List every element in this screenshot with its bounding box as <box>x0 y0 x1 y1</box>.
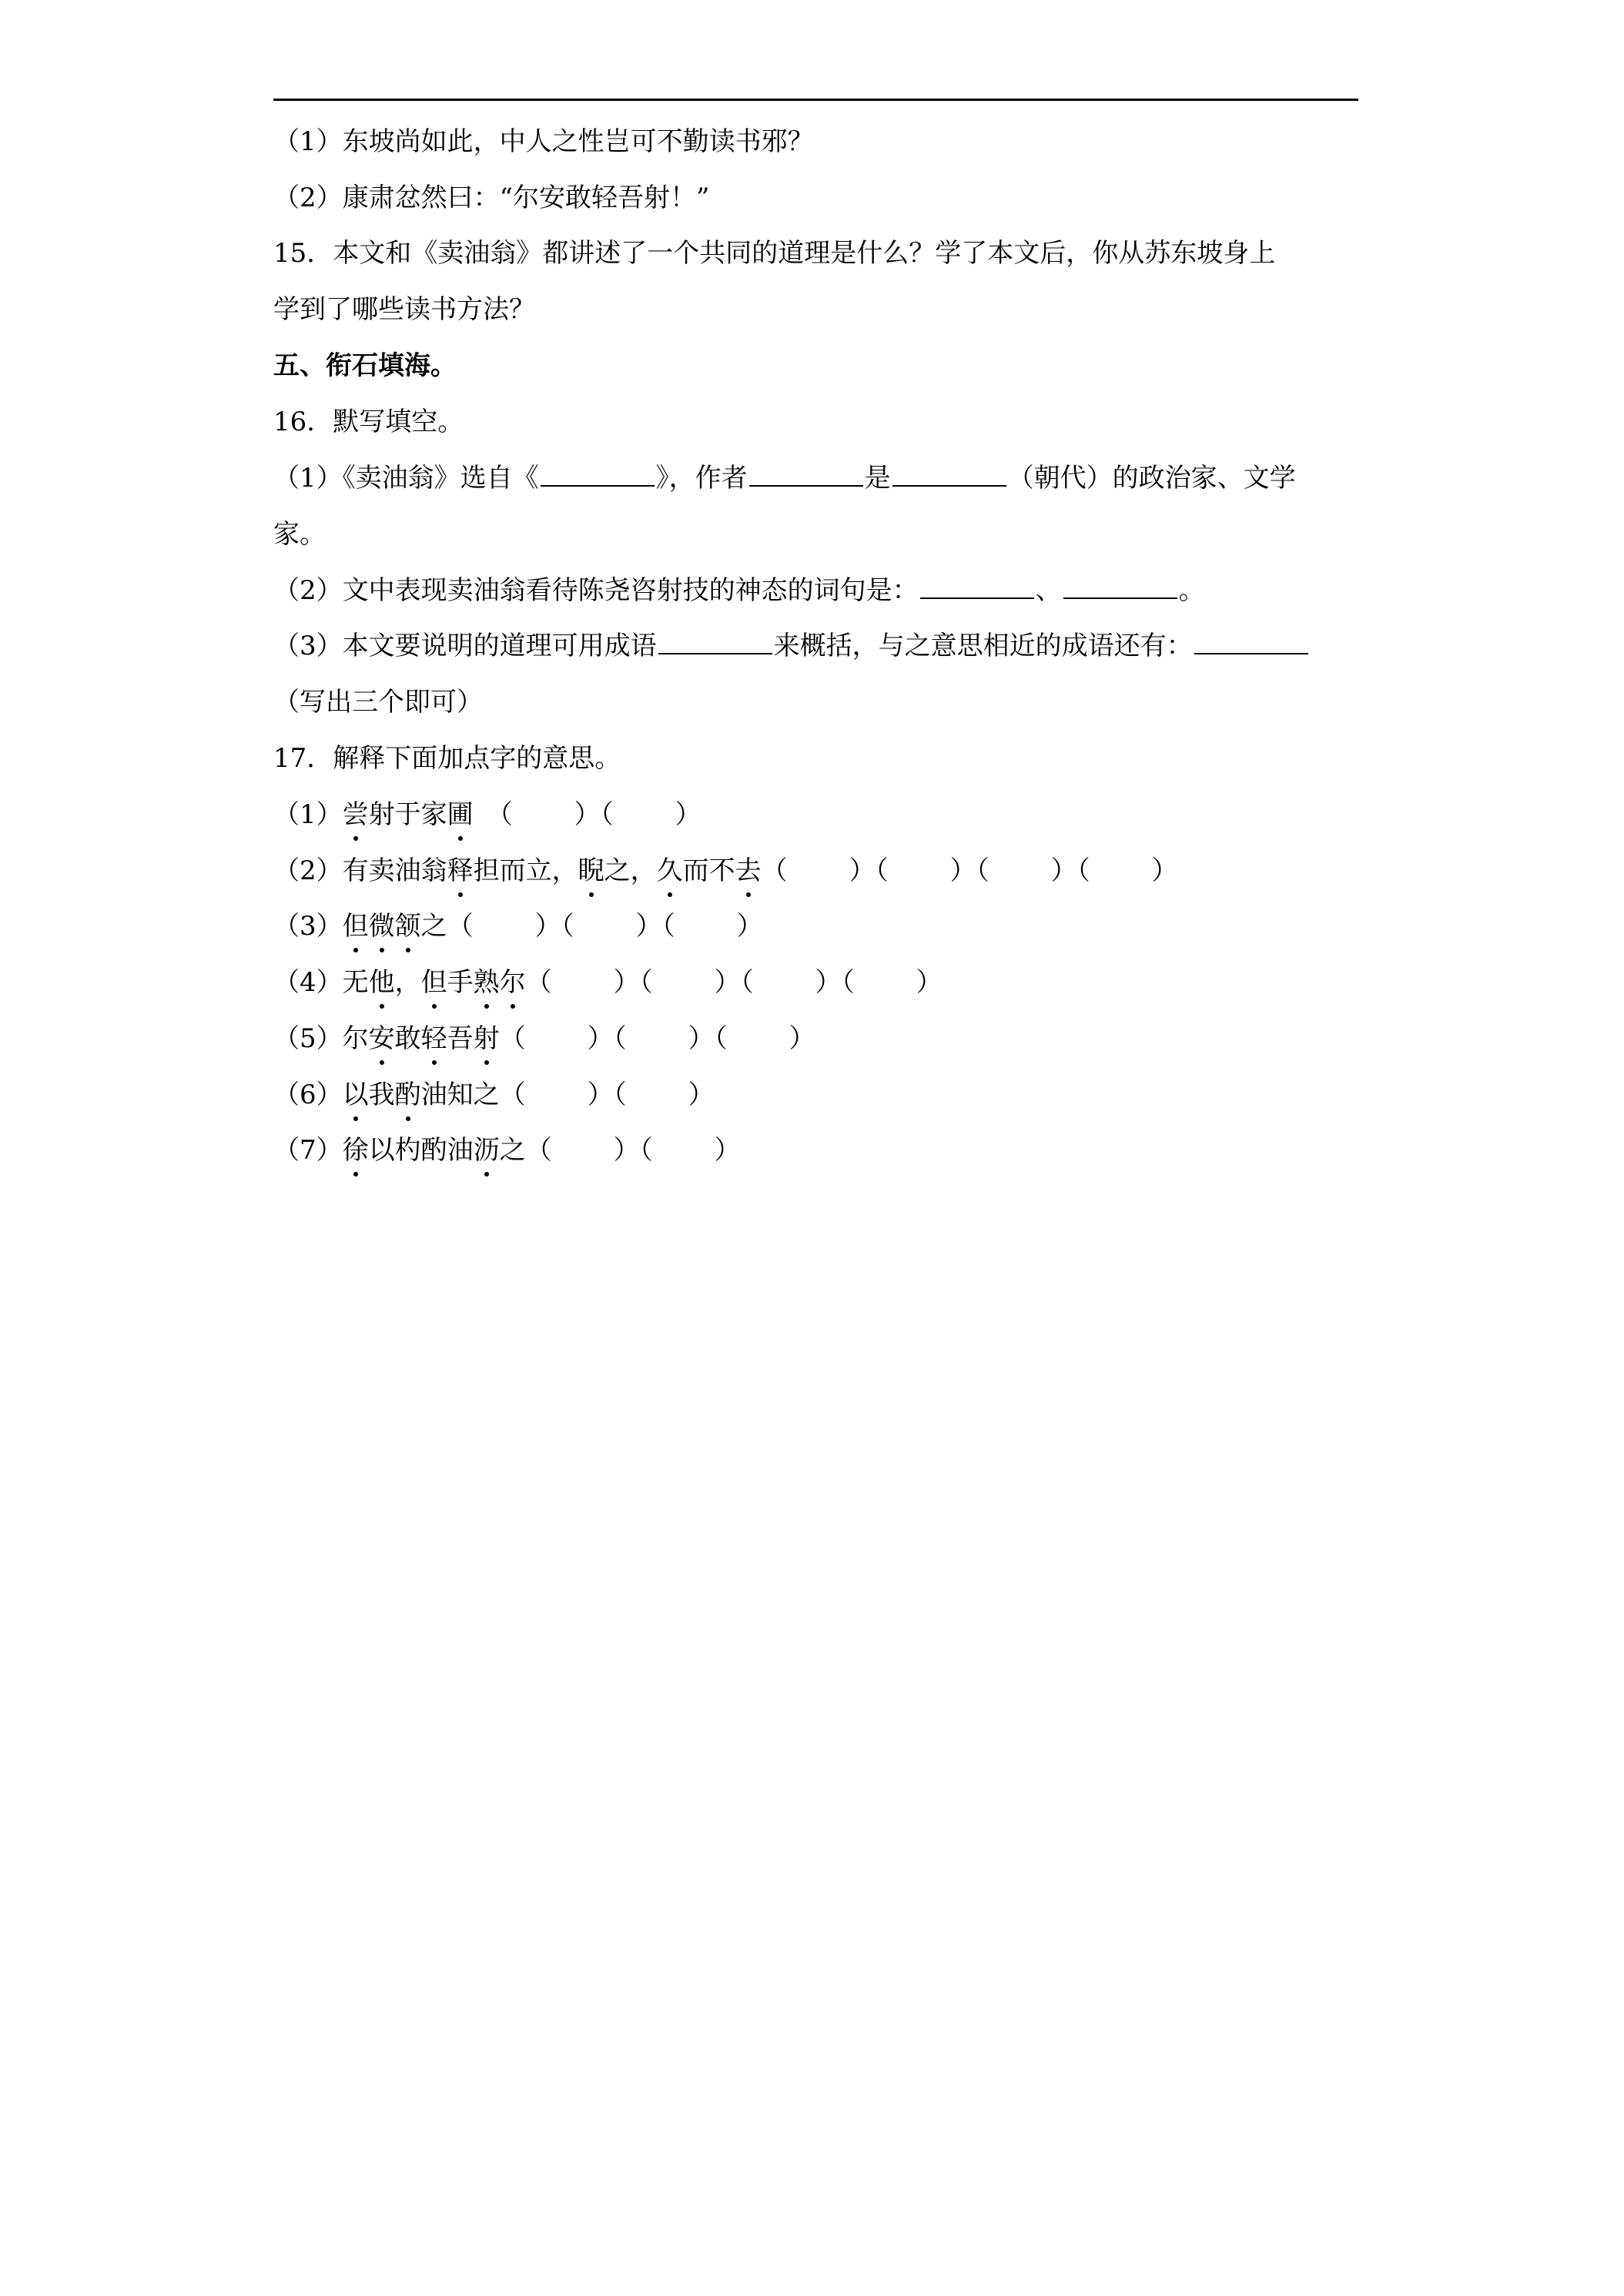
dotted-character: 射 <box>474 1020 500 1057</box>
dotted-character: 微 <box>369 908 395 945</box>
paren-close: ） <box>789 1023 815 1054</box>
character: 立 <box>525 855 552 886</box>
q16-s1-text-d: （朝代）的政治家、文学 <box>1007 463 1296 494</box>
paren-close: ） <box>714 967 741 998</box>
character: 知 <box>447 1079 474 1110</box>
paren-open: （ <box>499 1079 526 1110</box>
dotted-character: 但 <box>421 964 447 1001</box>
character: 油 <box>420 1079 447 1110</box>
dotted-character: 尝 <box>343 796 369 833</box>
paren-open: （ <box>525 1135 552 1166</box>
character: 油 <box>447 1135 474 1166</box>
paren-open: （ <box>740 967 754 998</box>
q16-s3-text-b: 来概括，与之意思相近的成语还有： <box>773 631 1193 661</box>
character: 之 <box>473 1079 500 1110</box>
q16-s1-text-a: （1）《卖油翁》选自《 <box>273 463 539 494</box>
character: 之 <box>420 911 447 942</box>
paren-open: （ <box>761 855 788 886</box>
q17-item <box>273 796 702 833</box>
paren-open: （ <box>639 1135 653 1166</box>
dotted-character: 徐 <box>343 1132 369 1169</box>
character: ， <box>551 855 578 886</box>
paren-close: ） <box>574 799 601 830</box>
dotted-character: 安 <box>369 1020 395 1057</box>
question-16-sub-3 <box>273 628 1310 664</box>
paren-open: （ <box>976 855 989 886</box>
paren-close: ） <box>714 1135 741 1166</box>
character: 于 <box>394 799 421 830</box>
character: 不 <box>708 855 735 886</box>
paren-open: （ <box>875 855 889 886</box>
dotted-character: 轻 <box>421 1020 447 1057</box>
paren-close: ） <box>815 967 842 998</box>
spacer <box>474 799 500 830</box>
q17-item <box>273 1132 741 1169</box>
character: 敢 <box>394 1023 421 1054</box>
q16-s1-text-c: 是 <box>864 463 891 494</box>
character: 射 <box>368 799 395 830</box>
character: 油 <box>394 855 421 886</box>
question-16-sub-1 <box>273 460 1296 497</box>
dotted-character: 圃 <box>447 796 474 833</box>
dotted-character: 酌 <box>395 1076 421 1113</box>
character: 而 <box>499 855 526 886</box>
paren-close: ） <box>949 855 976 886</box>
dotted-character: 但 <box>343 908 369 945</box>
dotted-character: 他 <box>369 964 395 1001</box>
blank-idiom[interactable] <box>658 628 772 654</box>
q16-s2-text-c: 。 <box>1178 575 1205 606</box>
paren-open: （ <box>841 967 855 998</box>
q17-item <box>273 852 1178 889</box>
blank-similar-idioms[interactable] <box>1194 628 1308 654</box>
paren-open: （ <box>714 1023 728 1054</box>
translate-item-2: （2）康肃忿然曰：“尔安敢轻吾射！” <box>273 182 710 213</box>
paren-close: ） <box>1151 855 1178 886</box>
question-15-line-1: 15．本文和《卖油翁》都讲述了一个共同的道理是什么？学了本文后，你从苏东坡身上 <box>273 238 1276 269</box>
question-16-sub-3-cont: （写出三个即可） <box>273 687 483 718</box>
character: 杓 <box>394 1135 421 1166</box>
paren-open: （ <box>613 1023 627 1054</box>
question-15-line-2: 学到了哪些读书方法？ <box>273 294 535 325</box>
dotted-character: 沥 <box>474 1132 500 1169</box>
q17-item-number: （2） <box>273 855 343 886</box>
paren-close: ） <box>613 967 640 998</box>
character: 尔 <box>342 1023 369 1054</box>
character: 手 <box>447 967 474 998</box>
paren-close: ） <box>688 1023 715 1054</box>
q16-s2-text-b: 、 <box>1035 575 1062 606</box>
q17-item <box>273 1076 715 1113</box>
character: 卖 <box>368 855 395 886</box>
paren-open: （ <box>447 911 474 942</box>
paren-open: （ <box>1077 855 1090 886</box>
paren-close: ） <box>688 1079 715 1110</box>
blank-expression-2[interactable] <box>1063 573 1177 599</box>
blank-expression-1[interactable] <box>920 573 1034 599</box>
q17-item-number: （3） <box>273 911 343 942</box>
dotted-character: 颔 <box>395 908 421 945</box>
paren-close: ） <box>587 1079 614 1110</box>
paren-close: ） <box>635 911 662 942</box>
character: 吾 <box>447 1023 474 1054</box>
paren-close: ） <box>916 967 943 998</box>
character: 家 <box>420 799 447 830</box>
dotted-character: 以 <box>343 1076 369 1113</box>
character: 翁 <box>420 855 447 886</box>
paren-close: ） <box>849 855 876 886</box>
dotted-character: 睨 <box>578 852 604 889</box>
paren-close: ） <box>613 1135 640 1166</box>
blank-author[interactable] <box>749 460 863 487</box>
character: 有 <box>342 855 369 886</box>
q17-item-number: （7） <box>273 1135 343 1166</box>
character: 而 <box>682 855 709 886</box>
paren-close: ） <box>1050 855 1077 886</box>
q17-item-number: （1） <box>273 799 343 830</box>
paren-close: ） <box>736 911 763 942</box>
paren-open: （ <box>600 799 614 830</box>
q17-item-number: （4） <box>273 967 343 998</box>
q16-s1-text-b: 》，作者 <box>655 463 748 494</box>
character: ， <box>630 855 657 886</box>
blank-book-title[interactable] <box>541 460 655 487</box>
paren-close: ） <box>587 1023 614 1054</box>
translate-item-1: （1）东坡尚如此，中人之性岂可不勤读书邪？ <box>273 126 814 157</box>
paren-open: （ <box>661 911 675 942</box>
dotted-character: 久 <box>657 852 683 889</box>
paren-open: （ <box>639 967 653 998</box>
question-16-sub-2 <box>273 572 1205 609</box>
character: 酌 <box>420 1135 447 1166</box>
character: ， <box>394 967 421 998</box>
character: 无 <box>342 967 369 998</box>
character: 之 <box>604 855 631 886</box>
q16-s3-text-a: （3）本文要说明的道理可用成语 <box>273 631 657 661</box>
question-16-title: 16．默写填空。 <box>273 407 464 437</box>
paren-close: ） <box>675 799 702 830</box>
q17-item-number: （6） <box>273 1079 343 1110</box>
paren-open: （ <box>499 1023 526 1054</box>
paren-open: （ <box>499 799 513 830</box>
top-rule <box>273 99 1358 101</box>
q16-s2-text-a: （2）文中表现卖油翁看待陈尧咨射技的神态的词句是： <box>273 575 919 606</box>
dotted-character: 去 <box>735 852 762 889</box>
q17-item-number: （5） <box>273 1023 343 1054</box>
paren-close: ） <box>534 911 561 942</box>
paren-open: （ <box>561 911 574 942</box>
dotted-character: 尔 <box>500 964 526 1001</box>
q17-item <box>273 964 943 1001</box>
q17-item <box>273 908 763 945</box>
character: 担 <box>473 855 500 886</box>
paren-open: （ <box>525 967 552 998</box>
dotted-character: 释 <box>447 852 474 889</box>
dotted-character: 熟 <box>474 964 500 1001</box>
question-17-title: 17．解释下面加点字的意思。 <box>273 743 621 774</box>
character: 以 <box>368 1135 395 1166</box>
character: 我 <box>368 1079 395 1110</box>
blank-dynasty[interactable] <box>892 460 1006 487</box>
character: 之 <box>499 1135 526 1166</box>
question-16-sub-1-cont: 家。 <box>273 519 326 550</box>
paren-open: （ <box>613 1079 627 1110</box>
section-5-title: 五、衔石填海。 <box>273 350 457 381</box>
q17-item <box>273 1020 815 1057</box>
